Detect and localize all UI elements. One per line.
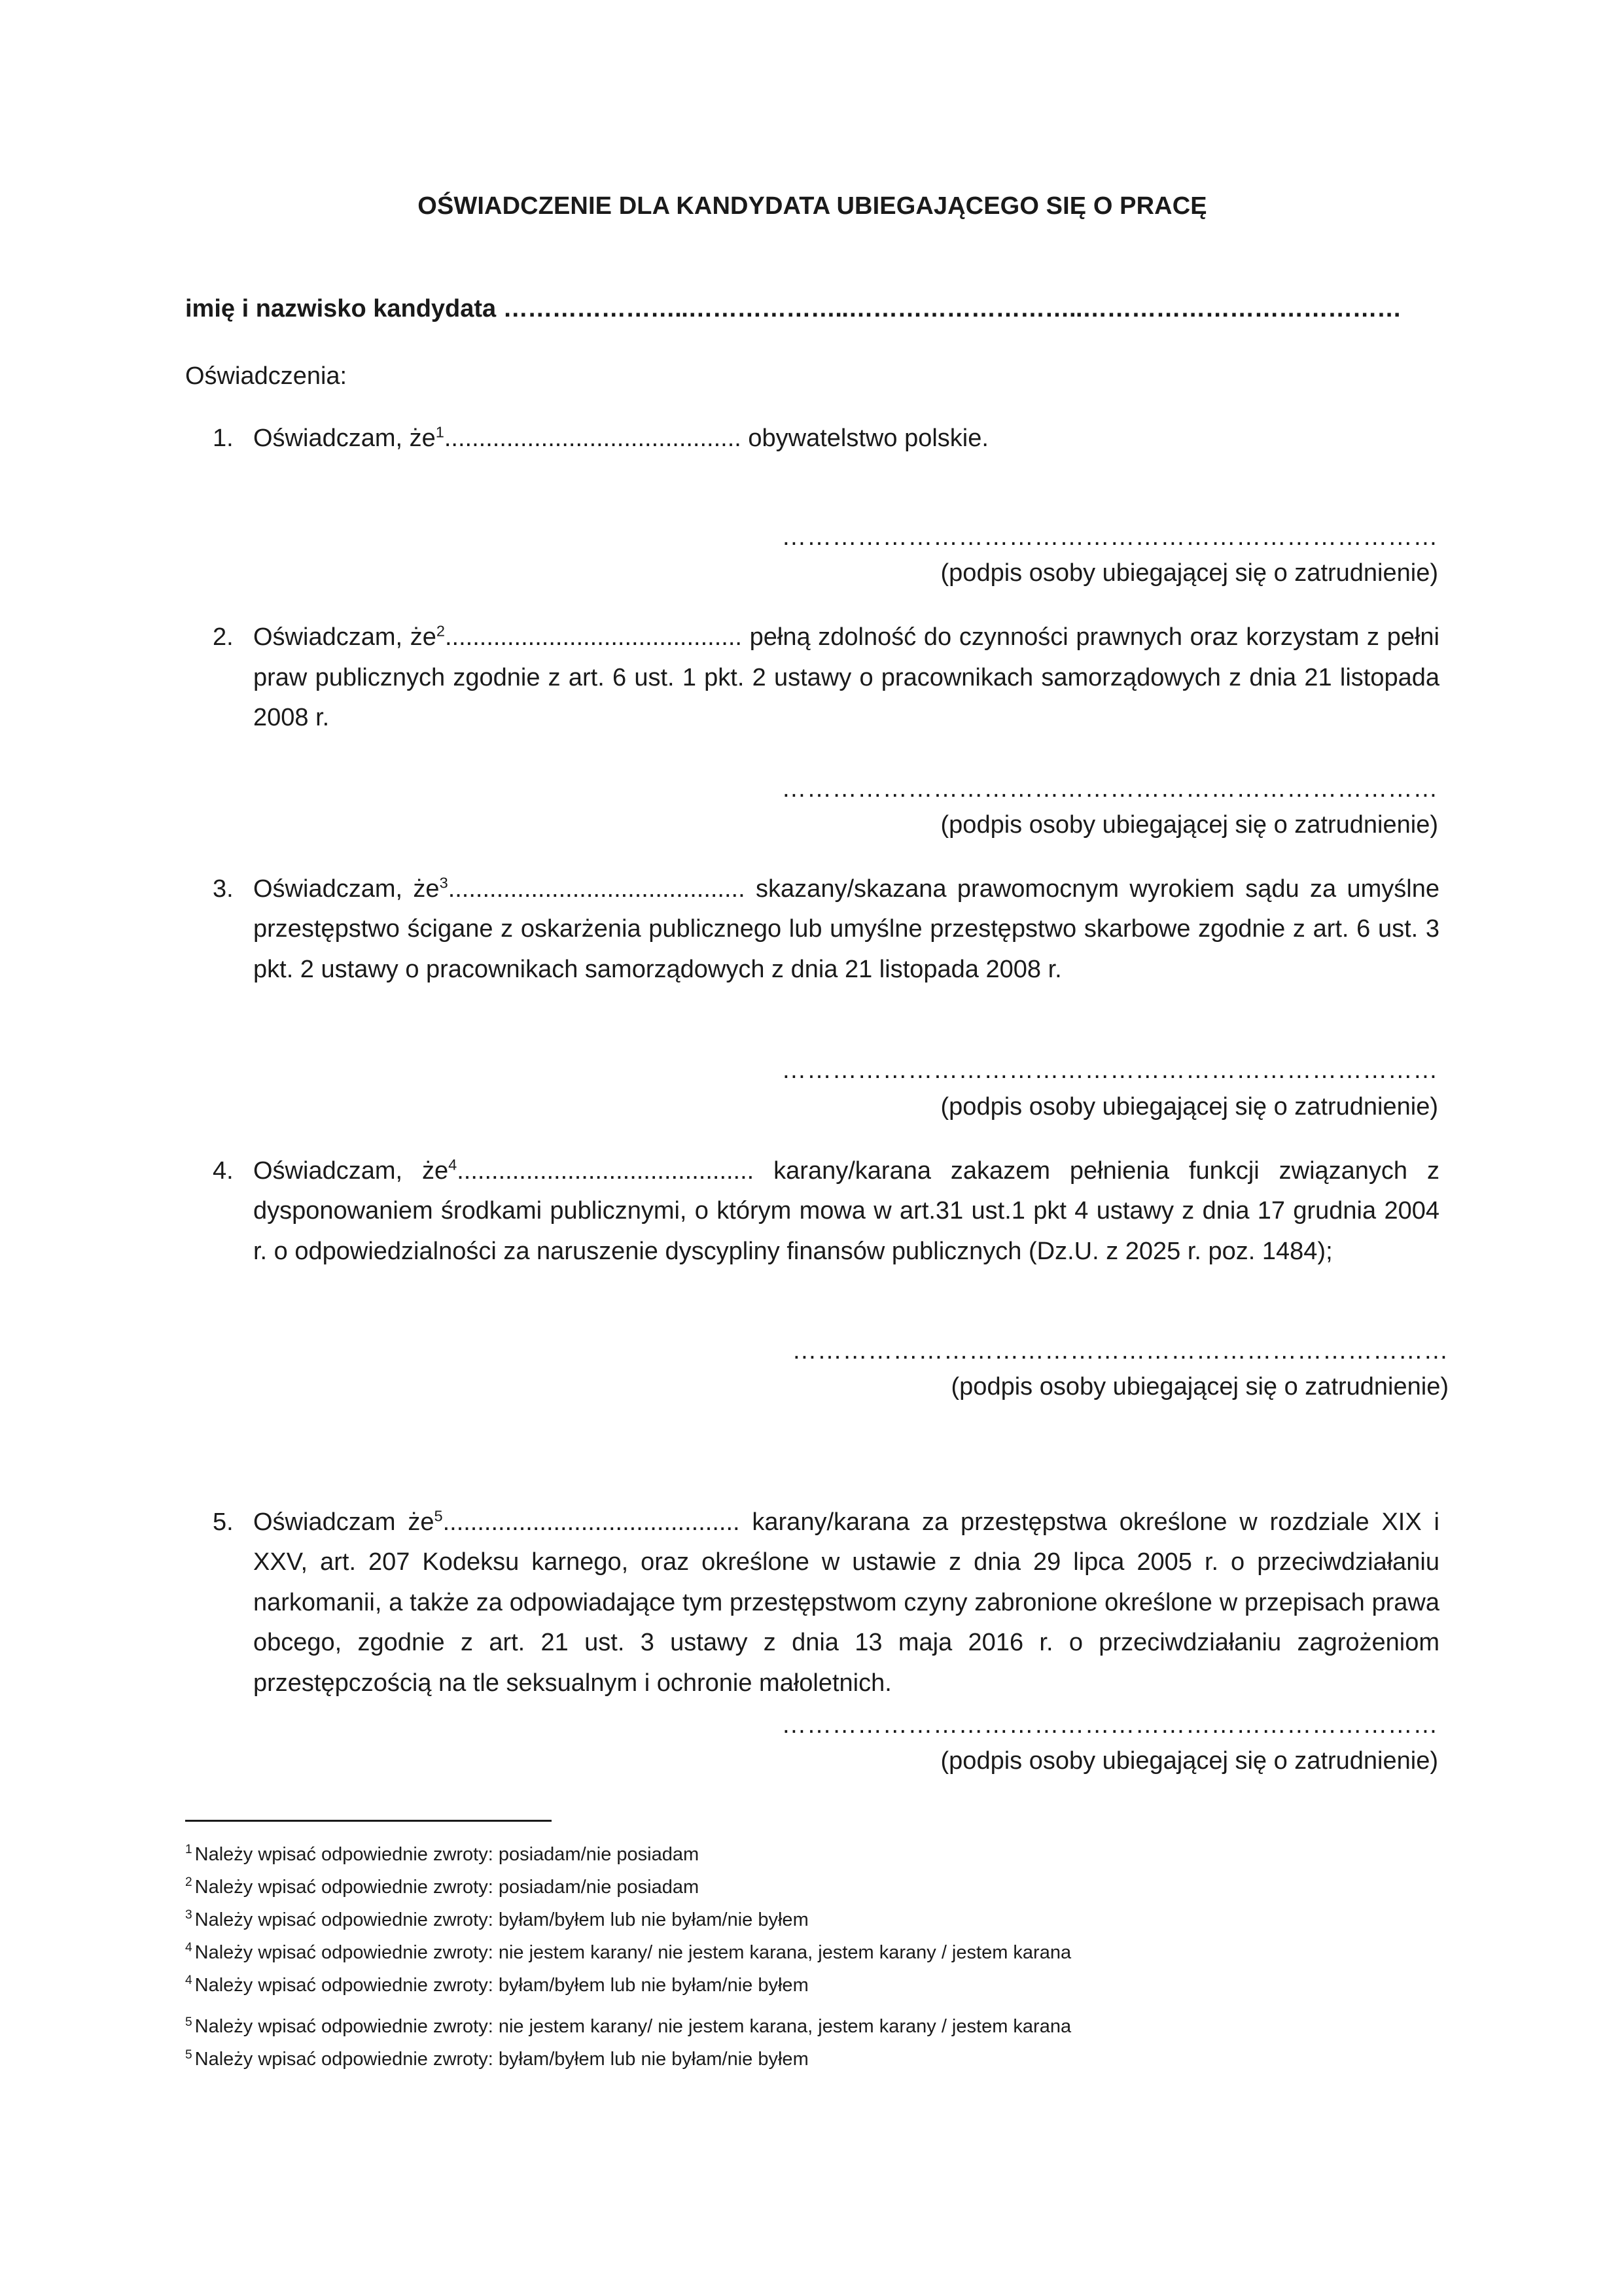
signature-block-5: [185, 1707, 1438, 1779]
declaration-item-2: [185, 617, 1439, 739]
declaration-number-5: 5.: [213, 1508, 234, 1536]
declaration-tail-5: karany/karana za przestępstwa określone w rozdziale XIX i XXV, art. 207 Kodeksu karnego, oraz określone w ustawie z dnia 29 lipca 2005 r. o przeciwdziałaniu narkomanii, a także za odpowiadające tym przestępstwom czyny zabronione określone w przepisach prawa obcego, zgodnie z art. 21 ust. 3 ustawy z dnia 13 maja 2016 r. o przeciwdziałaniu zagrożeniom przestępczością na tle seksualnym i ochronie małoletnich.: [253, 1508, 1439, 1697]
footnote-marker-5b: 5: [185, 2047, 192, 2062]
footnote-text-5a: Należy wpisać odpowiednie zwroty: nie jestem karany/ nie jestem karana, jestem karany / jestem karana: [194, 2016, 1072, 2038]
candidate-name-dotted-fill[interactable]: …………………..………………..………………………..…………………………………: [503, 294, 1402, 322]
signature-caption-5: (podpis osoby ubiegającej się o zatrudnienie): [940, 1747, 1438, 1775]
declaration-number-2: 2.: [213, 623, 234, 652]
declaration-number-4: 4.: [213, 1157, 234, 1185]
candidate-name-field: [185, 293, 1439, 325]
declaration-blank-5[interactable]: ...........................................: [442, 1508, 740, 1536]
footnote-item-4a: [185, 1937, 1439, 1970]
signature-block-4: [185, 1333, 1449, 1405]
declaration-item-4: [185, 1151, 1439, 1272]
declaration-tail-4: karany/karana zakazem pełnienia funkcji związanych z dysponowaniem środkami publicznymi, o którym mowa w art.31 ust.1 pkt 4 ustawy z dnia 17 grudnia 2004 r. o odpowiedzialności za naruszenie dyscypliny finansów publicznych (Dz.U. z 2025 r. poz. 1484);: [253, 1157, 1440, 1265]
footnote-ref-5[interactable]: 5: [434, 1506, 443, 1524]
footnote-marker-4a: 4: [185, 1940, 192, 1955]
footnote-ref-2[interactable]: 2: [436, 622, 445, 640]
page-title: OŚWIADCZENIE DLA KANDYDATA UBIEGAJĄCEGO SIĘ O PRACĘ: [417, 192, 1207, 220]
signature-block-2: [185, 771, 1438, 843]
footnote-item-2: [185, 1871, 1439, 1904]
declaration-text-2: [253, 617, 1439, 739]
footnote-ref-3[interactable]: 3: [439, 874, 448, 892]
declaration-lead-4: Oświadczam, że: [253, 1157, 449, 1185]
signature-caption-1: (podpis osoby ubiegającej się o zatrudnienie): [940, 559, 1438, 587]
declaration-item-3: [185, 869, 1439, 990]
candidate-name-label: imię i nazwisko kandydata: [185, 294, 497, 322]
footnote-marker-4b: 4: [185, 1973, 192, 1987]
declarations-heading: Oświadczenia:: [185, 362, 347, 390]
declaration-text-3: [253, 869, 1439, 990]
document-content: [185, 0, 1449, 1779]
footnote-ref-4[interactable]: 4: [448, 1156, 457, 1174]
signature-block-3: [185, 1052, 1438, 1124]
footnote-marker-1: 1: [185, 1843, 192, 1857]
declaration-blank-2[interactable]: ...........................................: [444, 623, 742, 652]
signature-line-1[interactable]: ……………………………………………………………………: [781, 523, 1438, 551]
signature-caption-3: (podpis osoby ubiegającej się o zatrudnienie): [940, 1092, 1438, 1121]
declaration-text-5: [253, 1503, 1439, 1704]
declaration-tail-2: pełną zdolność do czynności prawnych oraz korzystam z pełni praw publicznych zgodnie z art. 6 ust. 1 pkt. 2 ustawy o pracownikach samorządowych z dnia 21 listopada 2008 r.: [253, 623, 1439, 732]
footnote-separator-rule: [185, 1820, 552, 1822]
footnote-marker-2: 2: [185, 1875, 192, 1890]
declaration-number-3: 3.: [213, 875, 234, 903]
footnote-item-4b: [185, 1970, 1439, 2002]
declaration-text-1: [253, 419, 1439, 459]
signature-caption-4: (podpis osoby ubiegającej się o zatrudnienie): [951, 1373, 1449, 1401]
declaration-number-1: 1.: [213, 425, 234, 453]
footnote-marker-3: 3: [185, 1908, 192, 1922]
declaration-blank-4[interactable]: ...........................................: [457, 1157, 754, 1185]
signature-block-1: [185, 519, 1438, 591]
signature-caption-2: (podpis osoby ubiegającej się o zatrudnienie): [940, 810, 1438, 839]
footnote-marker-5a: 5: [185, 2015, 192, 2029]
signature-line-3[interactable]: ……………………………………………………………………: [781, 1056, 1438, 1085]
signature-line-5[interactable]: ……………………………………………………………………: [781, 1711, 1438, 1739]
footnote-text-3: Należy wpisać odpowiednie zwroty: byłam/byłem lub nie byłam/nie byłem: [194, 1909, 809, 1930]
declaration-tail-3: skazany/skazana prawomocnym wyrokiem sądu za umyślne przestępstwo ścigane z oskarżenia publicznego lub umyślne przestępstwo skarbowe zgodnie z art. 6 ust. 3 pkt. 2 ustawy o pracownikach samorządowych z dnia 21 listopada 2008 r.: [253, 875, 1439, 983]
declaration-blank-1[interactable]: ...........................................: [444, 425, 741, 453]
declaration-text-4: [253, 1151, 1439, 1272]
declaration-tail-1: obywatelstwo polskie.: [741, 425, 989, 453]
footnote-text-4a: Należy wpisać odpowiednie zwroty: nie jestem karany/ nie jestem karana, jestem karany / jestem karana: [194, 1941, 1072, 1963]
declaration-lead-5: Oświadczam że: [253, 1508, 434, 1536]
footnote-text-2: Należy wpisać odpowiednie zwroty: posiadam/nie posiadam: [194, 1876, 699, 1898]
footnote-item-1: [185, 1839, 1439, 1871]
footnotes-section: [185, 1820, 1439, 2076]
declaration-blank-3[interactable]: ...........................................: [448, 875, 745, 903]
footnote-text-5b: Należy wpisać odpowiednie zwroty: byłam/byłem lub nie byłam/nie byłem: [194, 2049, 809, 2070]
declaration-item-1: [185, 419, 1439, 459]
declaration-lead-2: Oświadczam, że: [253, 623, 436, 652]
declaration-item-5: [185, 1503, 1439, 1704]
footnote-item-5b: [185, 2044, 1439, 2076]
signature-line-4[interactable]: ……………………………………………………………………: [792, 1337, 1449, 1365]
footnote-text-4b: Należy wpisać odpowiednie zwroty: byłam/byłem lub nie byłam/nie byłem: [194, 1974, 809, 1996]
footnote-ref-1[interactable]: 1: [435, 423, 444, 441]
declaration-lead-3: Oświadczam, że: [253, 875, 440, 903]
declaration-lead-1: Oświadczam, że: [253, 425, 436, 453]
footnote-item-3: [185, 1904, 1439, 1937]
footnote-item-5a: [185, 2011, 1439, 2044]
footnote-text-1: Należy wpisać odpowiednie zwroty: posiadam/nie posiadam: [194, 1844, 699, 1865]
signature-line-2[interactable]: ……………………………………………………………………: [781, 774, 1438, 803]
